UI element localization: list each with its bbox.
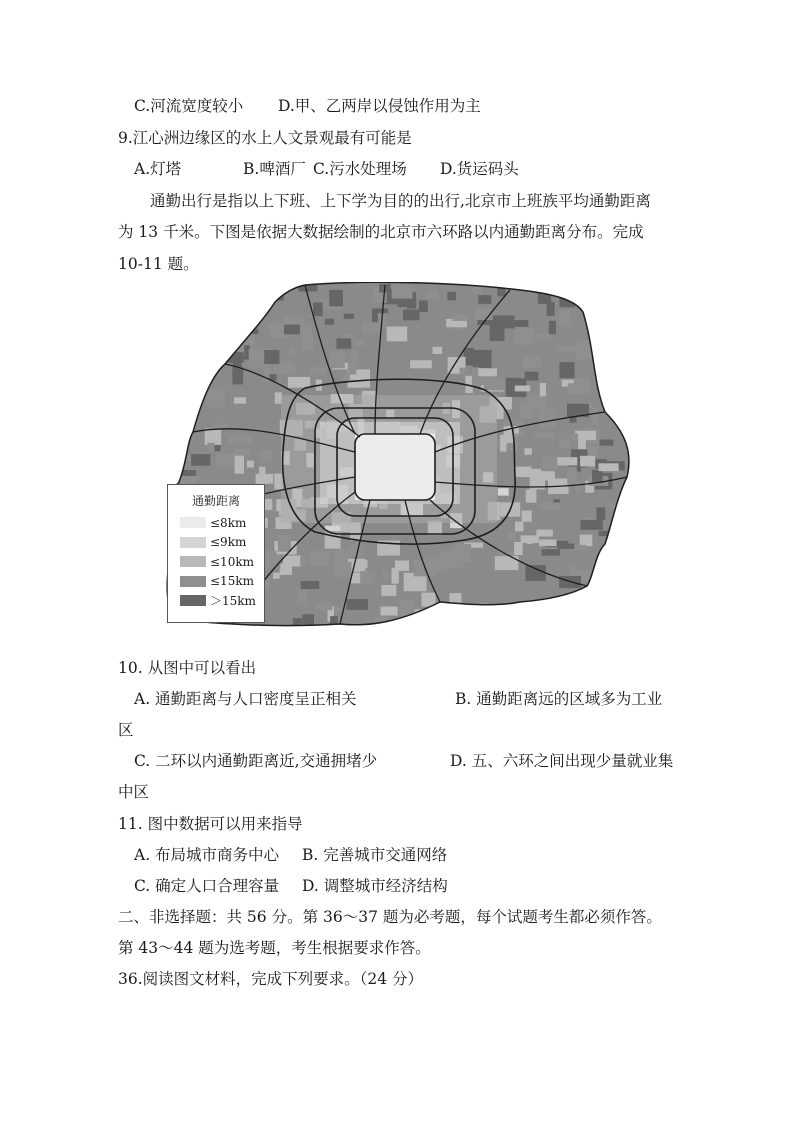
map-patch xyxy=(525,372,539,381)
map-patch xyxy=(180,293,190,309)
map-patch xyxy=(251,300,259,307)
map-patch xyxy=(508,533,515,541)
map-patch xyxy=(403,310,420,321)
map-patch xyxy=(567,467,577,485)
map-patch xyxy=(227,352,244,363)
map-patch xyxy=(477,604,487,620)
map-patch xyxy=(172,328,187,344)
q11-option-d: D. 调整城市经济结构 xyxy=(302,877,448,895)
map-patch xyxy=(526,565,546,581)
map-patch xyxy=(547,302,555,316)
map-patch xyxy=(619,562,629,571)
q10-option-d-continued: 中区 xyxy=(118,783,150,801)
map-patch xyxy=(221,343,236,349)
map-patch xyxy=(289,348,295,356)
map-patch xyxy=(625,284,635,303)
map-patch xyxy=(455,544,471,562)
map-patch xyxy=(576,341,597,360)
map-patch xyxy=(297,587,307,606)
map-patch xyxy=(453,315,469,321)
map-patch xyxy=(631,432,635,449)
map-patch xyxy=(355,340,365,346)
map-patch xyxy=(207,443,215,452)
map-patch xyxy=(580,535,593,547)
map-patch xyxy=(483,607,503,612)
map-patch xyxy=(527,395,548,411)
map-patch xyxy=(325,319,334,325)
map-patch xyxy=(520,627,540,632)
map-patch xyxy=(330,351,345,369)
section-2-heading-line-1: 二、非选择题：共 56 分。第 36～37 题为必考题，每个试题考生都必须作答。 xyxy=(118,908,662,926)
map-patch xyxy=(242,282,250,293)
map-patch xyxy=(402,617,413,627)
q11-option-a: A. 布局城市商务中心 xyxy=(134,846,280,864)
map-patch xyxy=(575,431,596,440)
map-patch xyxy=(234,397,246,403)
map-patch xyxy=(392,285,413,298)
map-patch xyxy=(535,432,555,438)
map-patch xyxy=(308,551,330,566)
map-patch xyxy=(555,457,577,465)
intro-line-3: 10-11 题。 xyxy=(118,255,199,273)
map-patch xyxy=(559,310,571,325)
map-patch xyxy=(264,350,279,364)
map-patch xyxy=(597,507,606,520)
map-patch xyxy=(166,393,187,412)
map-patch xyxy=(617,319,635,338)
map-patch xyxy=(219,453,234,467)
map-patch xyxy=(499,606,507,618)
map-patch xyxy=(404,628,418,632)
map-patch xyxy=(530,604,551,614)
map-patch xyxy=(419,300,428,312)
map-patch xyxy=(232,367,243,384)
map-patch xyxy=(559,362,574,378)
map-patch xyxy=(433,347,443,354)
map-patch xyxy=(229,435,252,445)
map-patch xyxy=(292,626,315,632)
q10-option-a: A. 通勤距离与人口密度呈正相关 xyxy=(134,690,357,708)
map-patch xyxy=(539,540,557,547)
map-patch xyxy=(493,316,515,329)
map-patch xyxy=(627,375,635,384)
map-patch xyxy=(580,456,595,467)
map-patch xyxy=(348,362,357,375)
q36-stem: 36.阅读图文材料，完成下列要求。（24 分） xyxy=(118,970,424,988)
legend-item xyxy=(168,533,264,553)
map-patch xyxy=(426,290,438,298)
map-patch xyxy=(478,295,491,304)
map-patch xyxy=(515,522,523,532)
map-patch xyxy=(228,324,249,340)
map-patch xyxy=(180,360,186,373)
map-patch xyxy=(247,461,254,468)
q8-option-d: D.甲、乙两岸以侵蚀作用为主 xyxy=(278,97,481,115)
map-patch xyxy=(221,349,228,357)
map-patch xyxy=(302,615,310,625)
map-patch xyxy=(411,622,419,629)
map-patch xyxy=(576,482,582,493)
map-patch xyxy=(628,295,635,308)
map-patch xyxy=(205,429,222,445)
legend-title: 通勤距离 xyxy=(191,494,240,508)
q8-option-c: C.河流宽度较小 xyxy=(134,97,244,115)
map-patch xyxy=(542,611,564,627)
map-patch xyxy=(535,629,549,632)
map-patch xyxy=(196,628,207,632)
legend-label: ≤8km xyxy=(210,515,247,530)
map-patch xyxy=(522,355,541,368)
map-patch xyxy=(318,603,332,610)
map-patch xyxy=(600,440,614,446)
legend-label: ≤15km xyxy=(210,574,254,589)
map-patch xyxy=(514,467,531,477)
map-patch xyxy=(344,314,354,319)
map-patch xyxy=(215,328,236,341)
map-patch xyxy=(329,290,343,307)
map-patch xyxy=(592,408,599,425)
map-patch xyxy=(288,377,310,388)
map-patch xyxy=(614,396,629,407)
map-patch xyxy=(529,621,544,632)
map-patch xyxy=(609,502,615,509)
map-patch xyxy=(341,374,350,380)
map-patch xyxy=(204,306,216,311)
map-patch xyxy=(166,450,182,458)
map-patch xyxy=(404,631,424,632)
map-patch xyxy=(515,386,530,392)
map-patch xyxy=(538,288,551,304)
q10-option-b: B. 通勤距离远的区域多为工业 xyxy=(455,690,663,708)
map-patch xyxy=(387,327,408,342)
map-patch xyxy=(631,572,635,586)
legend-swatch xyxy=(180,595,206,606)
map-patch xyxy=(526,490,537,503)
map-patch xyxy=(530,334,550,340)
map-patch xyxy=(511,622,519,632)
map-patch xyxy=(302,337,313,351)
map-patch xyxy=(381,585,396,596)
map-patch xyxy=(360,571,375,583)
map-patch xyxy=(168,408,182,414)
map-patch xyxy=(280,564,292,575)
map-patch xyxy=(310,367,326,375)
map-patch xyxy=(595,323,613,329)
map-patch xyxy=(599,463,619,471)
section-2-heading-line-2: 第 43～44 题为选考题，考生根据要求作答。 xyxy=(118,939,431,957)
map-patch xyxy=(478,368,497,376)
map-patch xyxy=(539,409,555,427)
map-patch xyxy=(629,543,635,548)
legend-swatch xyxy=(180,517,206,528)
map-patch xyxy=(224,287,230,299)
map-patch xyxy=(484,378,505,391)
map-patch xyxy=(514,542,523,555)
q10-option-c: C. 二环以内通勤距离近,交通拥堵少 xyxy=(134,752,378,770)
map-patch xyxy=(447,292,456,301)
map-patch xyxy=(362,322,380,333)
intro-line-1: 通勤出行是指以上下班、上下学为目的的出行,北京市上班族平均通勤距离 xyxy=(150,192,651,210)
legend-item xyxy=(168,572,264,592)
map-patch xyxy=(542,549,561,555)
map-patch xyxy=(347,599,369,610)
map-patch xyxy=(549,321,556,335)
q9-option-d: D.货运码头 xyxy=(440,160,519,178)
q9-stem: 9.江心洲边缘区的水上人文景观最有可能是 xyxy=(118,129,412,147)
map-patch xyxy=(313,302,323,316)
q10-option-b-continued: 区 xyxy=(118,721,134,739)
map-patch xyxy=(542,618,558,631)
map-patch xyxy=(580,520,603,530)
map-patch xyxy=(183,294,198,304)
map-patch xyxy=(628,429,635,443)
map-patch xyxy=(174,630,195,632)
map-patch xyxy=(381,607,398,616)
map-patch xyxy=(256,474,274,484)
map-patch xyxy=(631,442,635,454)
map-patch xyxy=(301,581,320,589)
map-patch xyxy=(540,383,546,396)
map-patch xyxy=(572,433,578,441)
map-patch xyxy=(209,329,228,346)
map-patch xyxy=(603,294,627,302)
q11-stem: 11. 图中数据可以用来指导 xyxy=(118,815,303,833)
map-patch xyxy=(479,355,492,370)
map-patch xyxy=(395,561,409,571)
map-patch xyxy=(538,503,560,510)
map-patch xyxy=(452,605,469,619)
map-patch xyxy=(275,392,282,403)
map-patch xyxy=(608,313,616,320)
map-patch xyxy=(498,619,510,629)
map-patch xyxy=(598,341,613,352)
map-patch xyxy=(298,282,317,292)
map-legend xyxy=(167,484,265,623)
legend-label: ≤10km xyxy=(210,554,254,569)
q9-option-a: A.灯塔 xyxy=(134,160,182,178)
map-patch xyxy=(241,315,253,327)
map-patch xyxy=(610,563,618,571)
legend-item xyxy=(168,591,264,611)
map-patch xyxy=(630,530,635,543)
map-patch xyxy=(382,570,389,579)
map-patch xyxy=(521,535,539,543)
map-patch xyxy=(599,531,615,536)
legend-label: ＞15km xyxy=(210,594,256,609)
map-patch xyxy=(568,383,590,393)
map-patch xyxy=(625,500,635,518)
map-patch xyxy=(206,332,229,348)
map-patch xyxy=(607,335,617,340)
map-patch xyxy=(191,454,210,466)
map-patch xyxy=(592,470,603,483)
map-patch xyxy=(634,287,635,300)
map-patch xyxy=(207,389,225,408)
map-patch xyxy=(524,448,531,455)
map-patch xyxy=(634,359,635,377)
map-patch xyxy=(609,364,618,378)
map-patch xyxy=(214,288,234,304)
map-patch xyxy=(235,456,244,474)
map-patch xyxy=(293,618,302,630)
map-patch xyxy=(333,562,352,577)
map-patch xyxy=(273,573,280,579)
map-patch xyxy=(376,629,395,633)
map-patch xyxy=(336,338,351,348)
map-patch xyxy=(631,513,636,520)
q9-option-b: B.啤酒厂 xyxy=(243,160,306,178)
map-patch xyxy=(248,300,271,307)
second-ring-zone xyxy=(355,434,435,500)
map-patch xyxy=(410,360,432,368)
q11-option-b: B. 完善城市交通网络 xyxy=(302,846,448,864)
map-patch xyxy=(341,526,353,533)
map-patch xyxy=(278,535,291,552)
map-patch xyxy=(604,549,620,559)
map-patch xyxy=(199,360,214,365)
map-patch xyxy=(260,450,272,463)
map-patch xyxy=(598,618,608,630)
map-patch xyxy=(606,566,617,572)
q9-option-c: C.污水处理场 xyxy=(313,160,407,178)
map-patch xyxy=(192,372,208,384)
map-patch xyxy=(183,350,190,360)
map-patch xyxy=(611,388,629,403)
map-patch xyxy=(177,422,186,440)
q10-stem: 10. 从图中可以看出 xyxy=(118,659,257,677)
map-patch xyxy=(557,346,577,352)
q11-option-c: C. 确定人口合理容量 xyxy=(134,877,280,895)
map-patch xyxy=(207,299,225,313)
map-patch xyxy=(543,457,558,470)
q10-option-d: D. 五、六环之间出现少量就业集 xyxy=(450,752,674,770)
map-patch xyxy=(498,488,509,496)
map-patch xyxy=(619,285,635,294)
map-patch xyxy=(451,631,460,632)
map-patch xyxy=(611,397,627,412)
map-patch xyxy=(417,623,429,633)
map-patch xyxy=(559,440,570,448)
map-patch xyxy=(216,326,233,336)
map-patch xyxy=(467,611,484,628)
map-patch xyxy=(370,624,377,632)
map-patch xyxy=(620,606,635,620)
map-patch xyxy=(284,325,300,335)
legend-item xyxy=(168,513,264,533)
legend-swatch xyxy=(180,556,206,567)
legend-label: ≤9km xyxy=(210,535,247,550)
map-patch xyxy=(592,330,603,341)
map-patch xyxy=(522,511,532,522)
map-patch xyxy=(235,449,250,457)
intro-line-2: 为 13 千米。下图是依据大数据绘制的北京市六环路以内通勤距离分布。完成 xyxy=(118,223,644,241)
legend-swatch xyxy=(180,537,206,548)
map-patch xyxy=(240,329,258,334)
map-patch xyxy=(460,368,468,375)
map-patch xyxy=(204,303,227,310)
legend-swatch xyxy=(180,576,206,587)
map-patch xyxy=(179,377,197,395)
legend-item xyxy=(168,552,264,572)
